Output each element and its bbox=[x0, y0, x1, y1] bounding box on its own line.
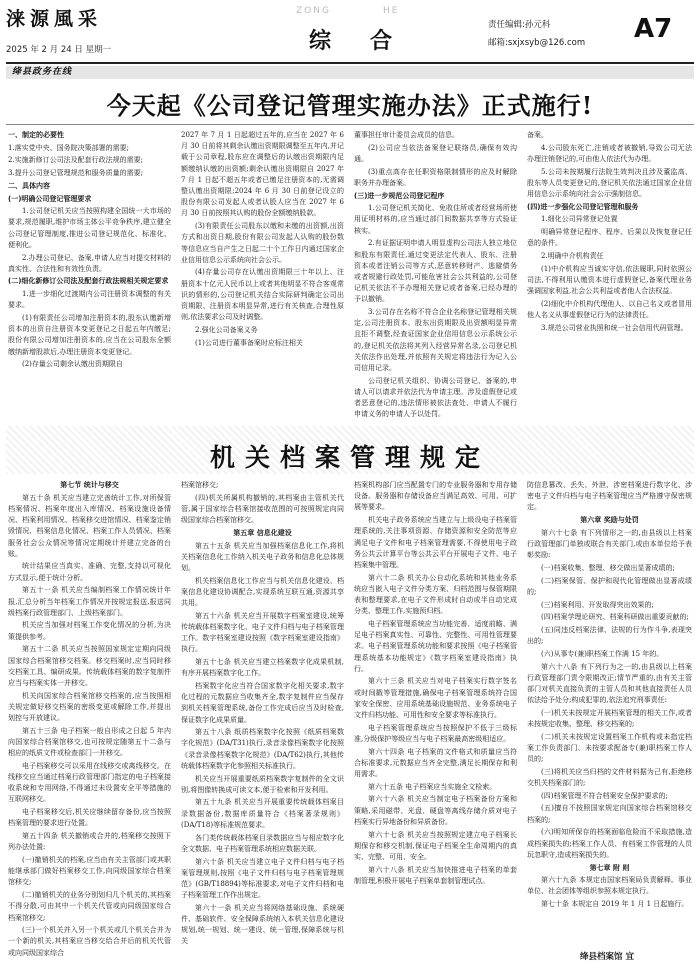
subheading: 第七章 附 则 bbox=[589, 863, 630, 872]
article2-column-4 bbox=[527, 480, 692, 946]
paragraph: (六)从事专(兼)职档案工作满 15 年的。 bbox=[541, 649, 664, 658]
paragraph: 机关档案信息化工作应当与机关信息化建设、档案信息化建设协调配合,实现系统互联互通,资源共享共用。 bbox=[181, 576, 344, 608]
paragraph: 机关应当加强对档案工作变化情况的分析,为决策提供参考。 bbox=[8, 621, 171, 641]
paragraph: (一)机关未按规定开展档案管理的相关工作,或者未按规定收集、整理、移交档案的; bbox=[527, 708, 692, 729]
paragraph: 档案馆移交; bbox=[181, 481, 219, 489]
paragraph: 2.明确中介机构责任 bbox=[541, 252, 604, 261]
paragraph: (三)一个机关并入另一个机关或几个机关合并为一个新的机关,其档案应当移交给合并后的机关代管或向同级国家综合 bbox=[8, 926, 171, 957]
paragraph: 1.进一步细化过渡期内公司注册资本调整的有关要求。 bbox=[8, 290, 171, 310]
subheading: (二)细化新修订公司法及配套行政法规相关规定要求 bbox=[8, 277, 169, 286]
paragraph: 第六十四条 电子档案的文件格式和质量应当符合标准要求,元数据应当齐全完整,满足长期保存和利用需求。 bbox=[354, 747, 517, 779]
masthead bbox=[0, 0, 700, 66]
paragraph: 第五十条 机关应当建立完善统计工作,对所保管档案情况、档案年度出入库情况、档案设施设备情况、档案利用情况、档案移交进馆情况、档案鉴定销毁情况、档案信息化情况、档案工作人员情况、档案服务社会公众情况等情况定期统计并建立完备的台账。 bbox=[8, 493, 171, 558]
article1-headline: 今天起《公司登记管理实施办法》正式施行! bbox=[106, 91, 594, 120]
paragraph: 2.强化公司备案义务 bbox=[195, 325, 258, 334]
paragraph: (五)擅自不按照国家规定向国家综合档案馆移交档案的; bbox=[527, 804, 692, 824]
paragraph: (四)档案学理论研究、档案科研做出重要贡献的; bbox=[541, 613, 689, 622]
paragraph: 2.实施新修订公司法及配套行政法规的需要; bbox=[8, 156, 144, 165]
paragraph: 统计结果应当真实、准确、完整,支持以可视化方式显示,便于统计分析。 bbox=[8, 562, 171, 582]
paragraph: 第五十五条 机关应当加强档案信息化工作,将机关档案信息化工作纳入机关电子政务和信息化总体规划。 bbox=[181, 541, 344, 572]
paragraph: 备案。 bbox=[527, 131, 548, 139]
paragraph: 第六十八条 有下列行为之一的,由县级以上档案行政管理部门责令限期改正;情节严重的,由有关主管部门对机关直接负责的主管人员和其他直接责任人员依法给予处分;构成犯罪的,依法追究刑事责任: bbox=[527, 662, 692, 705]
paragraph: 3.规范公司营业执照和统一社会信用代码管理。 bbox=[541, 323, 688, 332]
article1-headline-rule bbox=[6, 124, 694, 125]
paragraph: 第六十五条 电子档案应当实施全文检索。 bbox=[368, 782, 497, 791]
paragraph: 3.公司存在名称不符合企业名称登记管理相关规定,公司注册资本、股东出资期限及出资额明显异常且拒不调整,经查证国家企业信用信息公示系统公示的,登记机关依法将其列入经营异常名录,公司登记机关依法作出处理,并依照有关规定将违法行为记入公司信用记录。 bbox=[354, 308, 517, 373]
subheading: 第五章 信息化建设 bbox=[233, 528, 292, 537]
page-number: A7 bbox=[634, 14, 673, 44]
section-pinyin-left: ZONG bbox=[296, 6, 331, 16]
paragraph: 第七十条 本规定自 2019 年 1 月 1 日起施行。 bbox=[541, 900, 689, 909]
paragraph: (3)有限责任公司股东以缴和未缴的出资额,出资方式和出资日期,股份有限公司发起人认购的股份数等信息应当自产生之日起二十个工作日内通过国家企业信用信息公示系统向社会公示。 bbox=[181, 222, 344, 264]
paragraph: 第六十六条 机关应当制定电子档案备份方案和策略,采用磁带、光盘、硬盘等离线存储介质对电子档案实行异地备份和异质备份。 bbox=[354, 795, 517, 826]
column-banner-label: 绛县政务在线 bbox=[12, 67, 73, 77]
paragraph: (四)机关所属机构撤销的,其档案由主管机关代管,属于国家综合档案馆接收范围的可按照规定向同级国家综合档案馆移交。 bbox=[181, 493, 344, 525]
paragraph: (1)中介机构应当诚实守信,依法履职,同时依照公司法,不得利用认缴资本进行虚假登记,备案代理业务强调国家利益,社会公共利益或者他人合法权益。 bbox=[527, 264, 692, 296]
paragraph: 第五十二条 机关应当按照国家规定定期向同级国家综合档案馆移交档案。移交档案时,应当同时移交档案工具、编研成果。传统载体档案的数字复制件应当与档案实体一并移交。 bbox=[8, 645, 171, 687]
paragraph: 第五十六条 机关应当开展数字档案室建设,统筹传统载体档案数字化、电子文件归档与电子档案管理工作。数字档案室建设按照《数字档案室建设指南》执行。 bbox=[181, 611, 344, 654]
paragraph: 机关电子政务系统应当建立与上级设电子档案管理系统的,关注事项资源、存储资源和安全防范等应满足电子文件和电子档案管理需要,不得使用电子政务公共云计算平台等公共云平台开展电子文件、电子档案集中管理。 bbox=[354, 516, 517, 569]
paragraph: (三)将机关应当归档的文件材料据为己有,拒绝移交机关档案部门的; bbox=[527, 767, 692, 788]
paragraph: (五)同违反档案法律、法规的行为作斗争,表现突出的; bbox=[527, 625, 692, 646]
paragraph: 机关应当开展重要纸质档案数字复制件的全文识别,将图像转换成可读文本,便于检索和开发利用。 bbox=[181, 774, 344, 794]
paragraph: 1.公司登记机关应当按照构建全国统一大市场的要求,规范履职,维护市场主体公平竞争秩序,建立健全公司登记管理制度,推进公司登记规范化、标准化、便利化。 bbox=[8, 207, 171, 249]
paragraph: 各门类传统载体档案目录数据应当与相应数字化全文数据、电子档案管理系统相应数据关联。 bbox=[181, 833, 344, 853]
masthead-rule bbox=[6, 62, 694, 64]
paragraph: 第六十七条 有下列情形之一的,由县级以上档案行政管理部门单独或联合有关部门,或由本单位给予表彰奖励: bbox=[527, 528, 692, 560]
paragraph: 2.有证据证明申请人明显虚构公司法人独立地位和股东有限责任,通过变更法定代表人、股东、注册资本或者注销公司等方式,恶意转移财产、逃避债务或者规避行政处罚,可能危害社会公共利益的,公司登记机关依法不予办理相关登记或者备案,已经办理的予以撤销。 bbox=[354, 239, 517, 304]
paragraph: 第五十九条 机关应当开展重要传统载体档案目录数据备份,数据库质量符合《档案著录规则》(DA/T18)等标准规范要求。 bbox=[181, 798, 344, 829]
section-title-left: 综 bbox=[309, 28, 332, 54]
paragraph: 2027 年 7 月 1 日起超过五年的,应当在 2027 年 6 月 30 日前将其剩余认缴出资期限调整至五年内,并记载于公司章程,股东应在调整后的认缴出资期限内足额缴纳认缴的出资额;剩余认缴出资期限自 2027 年 7 月 1 日起不超五年或者已缴足注册资本的,无需调整认缴出资期限;2024 年 6 月 30 日前登记设立的股份有限公司发起人或者认股人应当在 2027 年 6 月 30 日前按照其认购的股份全额缴纳股款。 bbox=[181, 131, 344, 218]
paragraph: (三)档案利用、开发取得突出效果的; bbox=[541, 600, 654, 609]
paragraph: (一)档案收集、整理、移交做出显著成绩的; bbox=[541, 563, 675, 572]
subheading: (四)进一步强化公司登记管理和服务 bbox=[527, 202, 639, 211]
paragraph: 3.提升公司登记管理规范和服务质量的需要; bbox=[8, 169, 144, 178]
paragraph: 第五十八条 纸质档案数字化按照《纸质档案数字化规范》(DA/T31)执行,录音录像档案数字化按照《录音录像档案数字化规范》(DA/T62)执行,其他传统载体档案数字化参照相关标准执行。 bbox=[181, 728, 344, 770]
paragraph: 档案数字化应当符合国家数字化相关要求,数字化过程的元数据应当收集齐全,数字复制件应当保存到机关档案管理系统,备份工作完成后应当及时检查,保证数字化成果质量。 bbox=[181, 681, 344, 724]
paragraph: 董事担任审计委员会成员的信息。 bbox=[354, 131, 459, 139]
paragraph: 第六十二条 机关办公自动化系统和其他业务系统应当嵌入电子文件分类方案、归档范围与保管期限表和整理要求,在电子文件形成时自动或半自动完成分类、整理工作,实施预归档。 bbox=[354, 573, 517, 616]
article1-column-2 bbox=[181, 130, 344, 420]
article1-column-1 bbox=[8, 130, 171, 420]
article2-column-2 bbox=[181, 480, 344, 972]
paragraph: (一)撤销机关的档案,应当由有关主管部门或其职能继承部门做好档案移交工作,向同级国家综合档案馆移交; bbox=[8, 856, 171, 887]
section-pinyin-right: HE bbox=[383, 6, 400, 16]
subheading: (三)进一步规范公司登记程序 bbox=[354, 191, 445, 200]
paragraph: 公司登记机关组织、协调公司登记、备案的,申请人可以请求并依法代为申请主理。涉及虚假登记或者恶意登记的,违法情形被依法查处、申请人不履行申请义务的申请人予以处罚。 bbox=[354, 376, 517, 419]
paragraph: 电子档案管理系统应当功能完善、适度前瞻、满足电子档案真实性、可靠性、完整性、可用性管理要求。电子档案管理系统功能和要求按照《电子档案管理系统基本功能规定》《数字档案室建设指南》执行。 bbox=[354, 619, 517, 673]
paragraph: 2.办理公司登记、备案,申请人应当对提交材料的真实性、合法性和有效性负责。 bbox=[8, 253, 171, 273]
article2-signature: 绛县档案馆 宜 bbox=[580, 952, 634, 962]
paper-name: 涞源風采 bbox=[6, 8, 103, 30]
paragraph: (1)有限责任公司增加注册资本的,股东认缴新增资本的出资自注册资本变更登记之日起五年内缴足;股份有限公司增加注册资本的,应当在公司股东全额缴纳新增股款后,办理注册资本变更登记。 bbox=[8, 314, 171, 356]
article1-column-4 bbox=[527, 130, 692, 420]
paragraph: 第五十一条 机关应当编制档案工作情况统计年报,汇总分析当年档案工作情况并按规定报送,报送同级档案行政管理部门、上级档案部门。 bbox=[8, 586, 171, 617]
article2-headline: 机关档案管理规定 bbox=[209, 443, 490, 472]
paragraph: 1.公司登记机关简化、免收住所或者经营场所使用证明材料的,应当通过部门间数据共享等方式验证核实。 bbox=[354, 204, 517, 235]
paragraph: (4)存量公司存在认缴出资期限三十年以上、注册资本十亿元人民币以上或者其他明显不符合客观常识的情形的,公司登记机关结合实际研判确定公司出资期限、注册资本明显异常,进行有关核查,合理性原则,依法要求公司及时调整。 bbox=[181, 268, 344, 322]
paragraph: 电子档案管理系统应当按照保护不低于三级标准,分级保护等级应当与电子档案最高密级相适应。 bbox=[354, 723, 517, 743]
paragraph: 明确异常登记程序、程序、后果以及恢复登记任意的条件。 bbox=[527, 228, 692, 248]
subheading: 一、制定的必要性 bbox=[8, 131, 64, 139]
article2-column-1 bbox=[8, 480, 171, 972]
paragraph: 第五十三条 电子档案一般自形成之日起 5 年内向国家综合档案馆移交,也可按规定随第五十二条与相应的纸质文件或检查部门一并移交。 bbox=[8, 726, 171, 758]
paragraph: 机关向国家综合档案馆移交档案的,应当按照相关规定做好移交档案的密级变更或解除工作,并提出划控与开放建议。 bbox=[8, 691, 171, 723]
paragraph: (二)撤销机关的业务分别划归几个机关的,其档案不得分散,可由其中一个机关代管或向同级国家综合档案馆移交; bbox=[8, 891, 171, 922]
paragraph: 1.细化公司异常登记处置 bbox=[541, 215, 618, 224]
issue-date: 2025 年 2 月 24 日 星期一 bbox=[6, 45, 112, 55]
paragraph: 1.落实党中央、国务院决策部署的需要; bbox=[8, 143, 130, 152]
paragraph: (2)细化中介机构代理他人、以自己名义或者冒用他人名义从事虚假登记行为的法律责任。 bbox=[527, 299, 692, 320]
column-banner bbox=[6, 66, 694, 79]
paragraph: 第六十一条 机关应当将网络基础设施、系统硬件、基础软件、安全保障系统纳入本机关信息化建设规划,统一规划、统一建设、统一管理,保障系统与机关 bbox=[181, 903, 344, 946]
subheading: (一)明确公司登记管理要求 bbox=[8, 194, 92, 203]
paragraph: 电子档案移交后,机关应继续留存备份,应当按照档案管理的要求进行处置。 bbox=[8, 808, 171, 828]
paragraph: (二)档案保管、保护和现代化管理做出显著成绩的; bbox=[527, 576, 692, 596]
paragraph: 防信息篡改、丢失、外泄、涉密档案进行数字化、涉密电子文件归档与电子档案管理应当严格遵守保密规定。 bbox=[527, 481, 692, 512]
paragraph: 4.公司股东死亡,注销或者被撤销,导致公司无法办理注销登记的,可由他人依法代为办理。 bbox=[527, 143, 692, 163]
paragraph: 电子档案移交可以采用在线移交或离线移交。在线移交应当通过档案行政管理部门指定的电子档案接收系统和专用网络,不得通过未设置安全平等措施的互联网移交。 bbox=[8, 761, 171, 804]
paragraph: 5.公司未按期履行法院生效判决且涉及董监高、股东等人员变更登记的,登记机关依法通过国家企业信用信息公示系统向社会公示强制信息。 bbox=[527, 167, 692, 199]
subheading: 二、具体内容 bbox=[8, 181, 50, 190]
editor-email: 邮箱:sxjxsyb@126.com bbox=[488, 38, 586, 48]
paragraph: (1)公司进行董事备案时应标注相关 bbox=[195, 338, 303, 347]
paragraph: 第六十八条 机关应当加快推进电子档案的单套制管理,积极开展电子档案单套制管理试点。 bbox=[354, 865, 517, 885]
paragraph: 第五十四条 机关撤销或合并的,档案移交按照下列办法处置: bbox=[8, 832, 171, 852]
paragraph: (二)机关未按规定设置档案工作机构或未指定档案工作负责部门、未按要求配备专(兼)职档案工作人员的; bbox=[527, 732, 692, 764]
paragraph: 第六十条 机关应当建立电子文件归档与电子档案管理规则,按照《电子文件归档与电子档案管理规范》(GB/T18894)等标准要求,对电子文件归档和电子档案管理工作作出规定。 bbox=[181, 857, 344, 900]
paragraph: 第六十七条 机关应当按照规定建立电子档案长期保存和移交机制,保证电子档案全生命周期内的真实、完整、可用、安全。 bbox=[354, 830, 517, 861]
subheading: 第七节 统计与移交 bbox=[60, 481, 119, 489]
editor-credit: 责任编辑:孙元科 bbox=[488, 20, 551, 30]
paragraph: (六)明知所保存的档案面临危险而不采取措施,造成档案损失的;档案工作人员、有档案工作管理的人员玩忽职守,造成档案损失的。 bbox=[527, 828, 692, 859]
paragraph: 第六十九条 本规定由国家档案局负责解释。事业单位、社会团体等组织参照本规定执行。 bbox=[527, 876, 692, 896]
paragraph: 第六十三条 机关应当对电子档案实行数字签名或时间戳等管理措施,确保电子档案管理系统符合国家安全保密、应用系统基础设施规范、业务系统电子文件归档功能、可用性和安全要求等标准执行。 bbox=[354, 677, 517, 720]
section-title-right: 合 bbox=[370, 28, 393, 54]
paragraph: (2)存量公司剩余认缴出资期限自 bbox=[22, 360, 123, 369]
paragraph: (四)档案管理不符合档案安全保护要求的; bbox=[541, 791, 668, 800]
paragraph: 第五十七条 机关应当建立档案数字化成果机制,有序开展档案数字化工作。 bbox=[181, 658, 344, 678]
article2-column-3 bbox=[354, 480, 517, 972]
paragraph: 档案机构部门应当配置专门的专业服务器和专用存储设备。服务器和存储设备应当满足高效、可用、可扩展等要求。 bbox=[354, 481, 517, 512]
article1-column-3 bbox=[354, 130, 517, 420]
subheading: 第六章 奖励与处罚 bbox=[580, 516, 639, 525]
paragraph: (3)重点高存在任职资格限制情形的应及时解除职务并办理备案。 bbox=[354, 167, 517, 187]
paragraph: (2)公司应当依法备案登记联络员,确保有效沟通。 bbox=[354, 143, 517, 163]
